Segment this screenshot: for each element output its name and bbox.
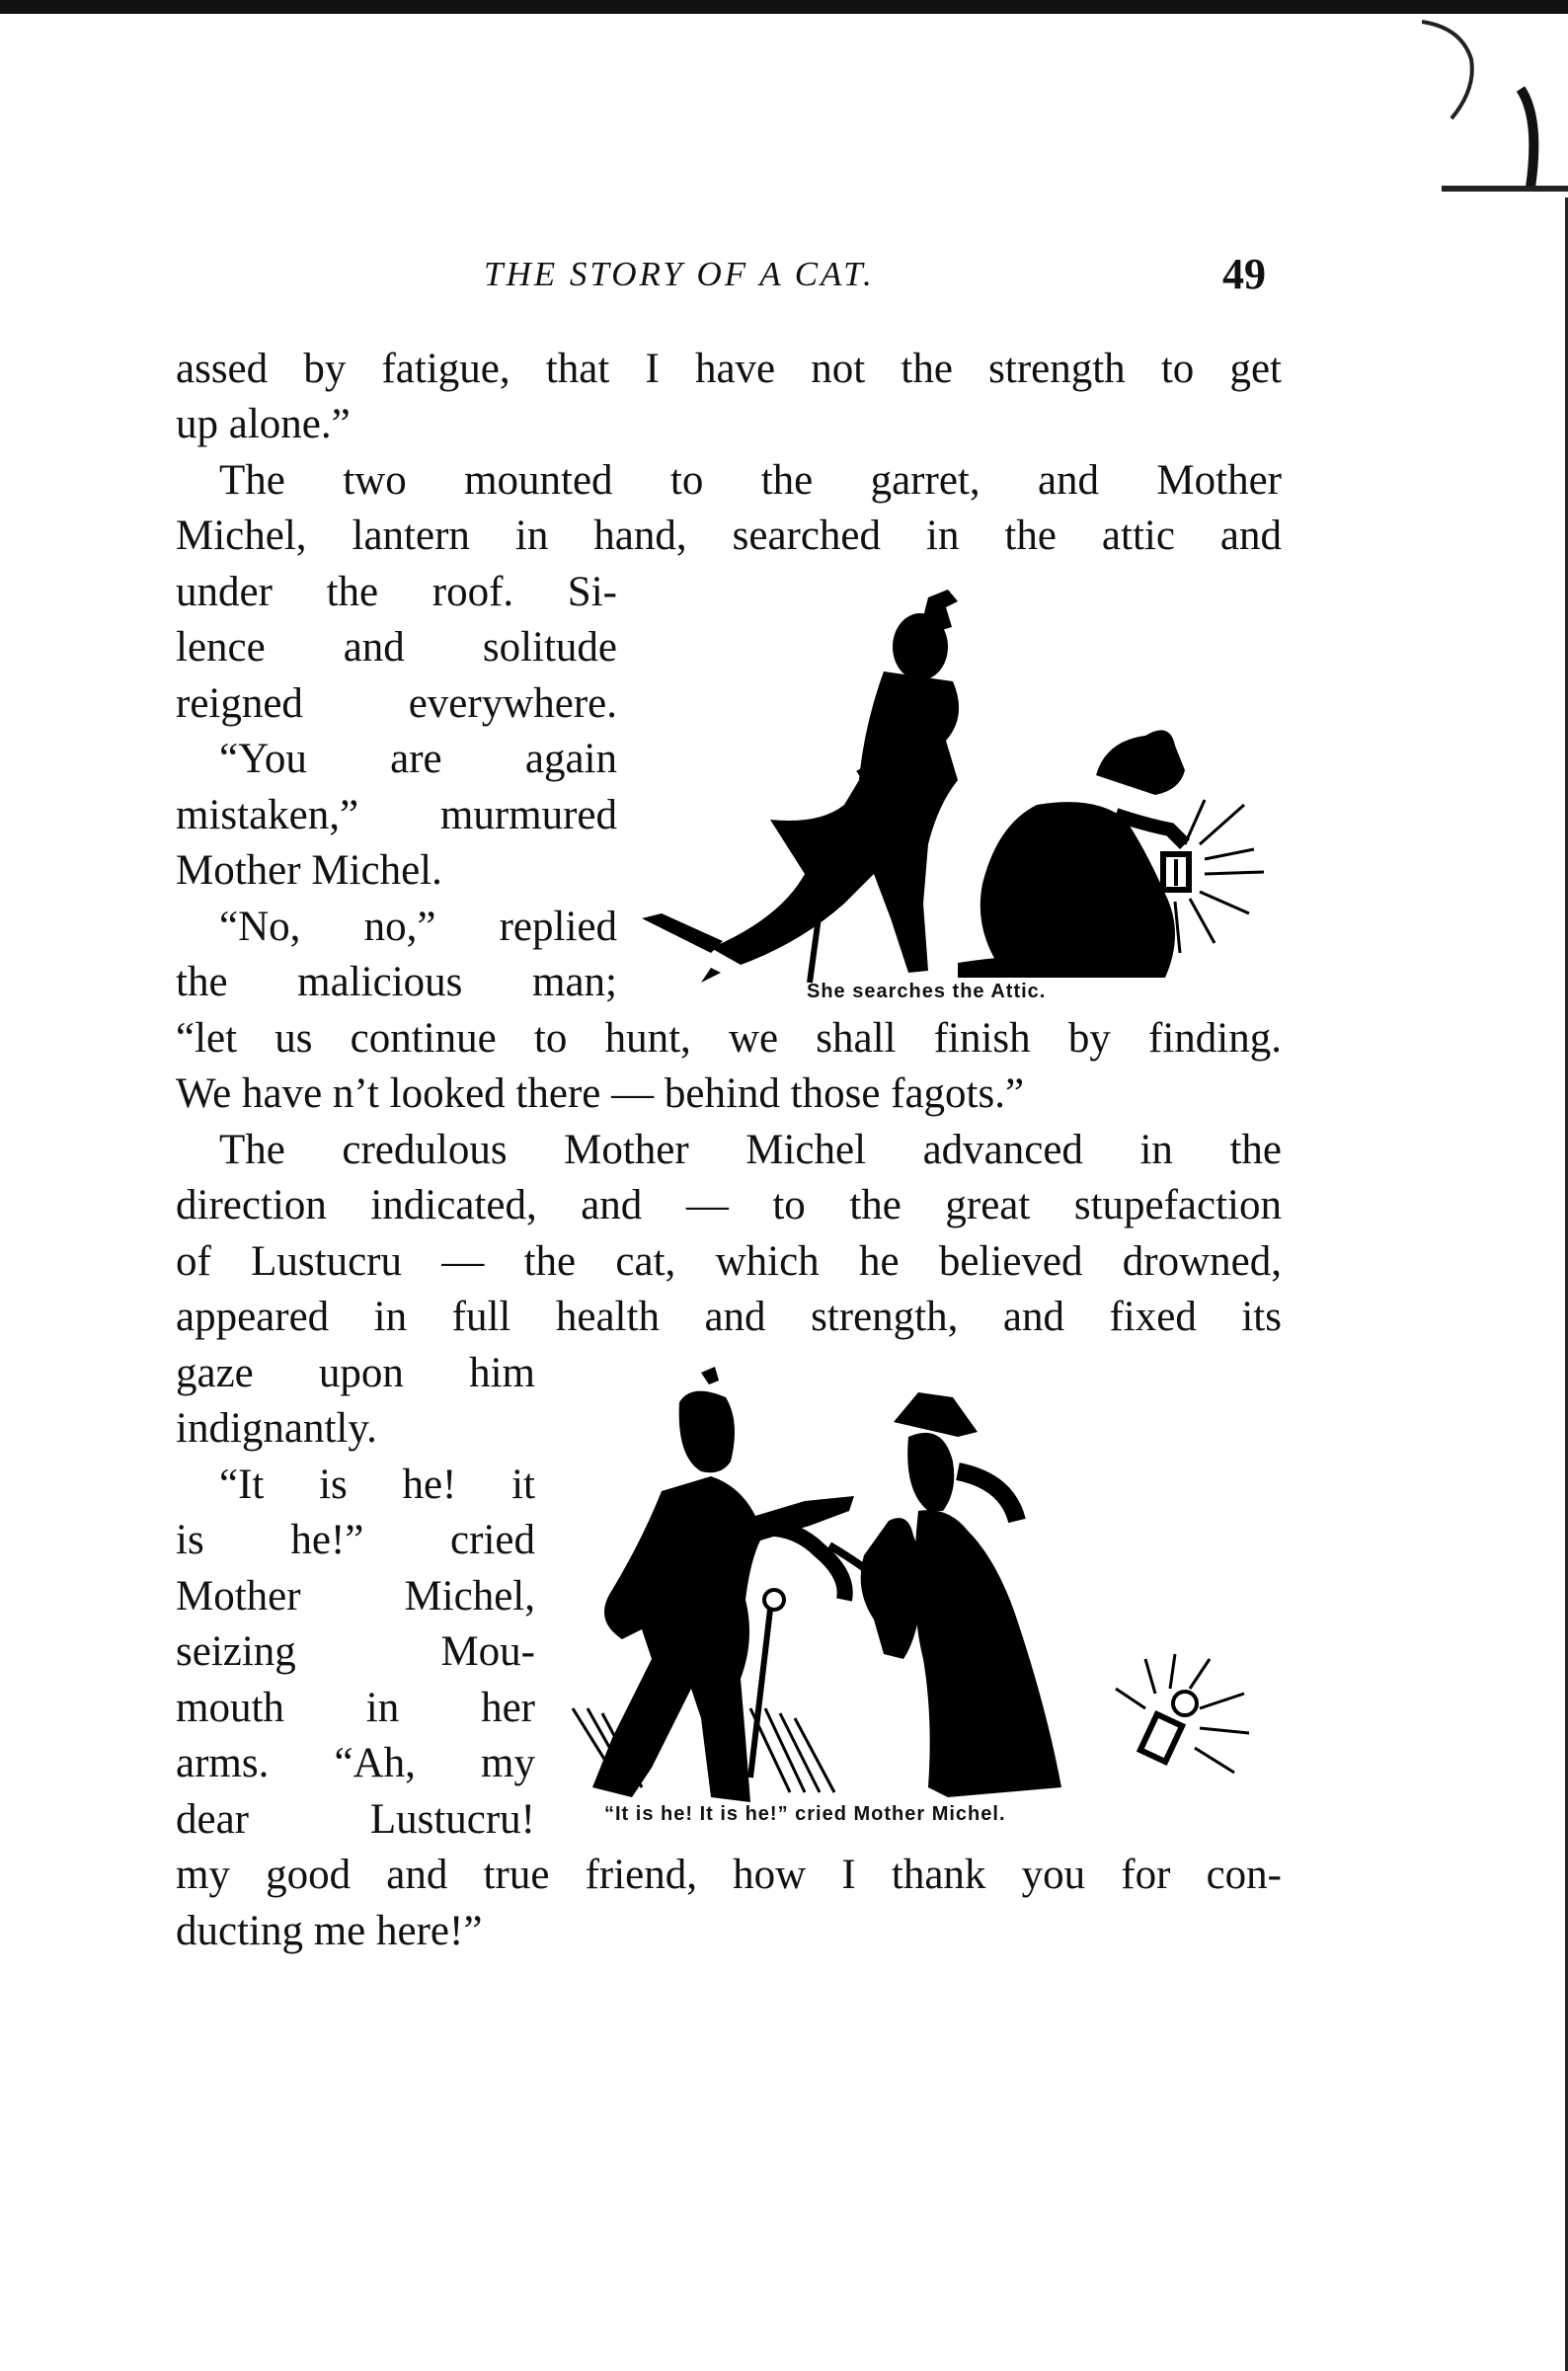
text-line: Mother Michel, xyxy=(176,1573,535,1620)
figure-caption: She searches the Attic. xyxy=(807,981,1047,1002)
text-line: seizing Mou- xyxy=(176,1628,535,1675)
text-line: The credulous Mother Michel advanced in the xyxy=(219,1127,1282,1173)
text-line: arms. “Ah, my xyxy=(176,1740,535,1786)
text-line: Michel, lantern in hand, searched in the attic and xyxy=(176,513,1282,559)
silhouette-figures xyxy=(553,1363,1284,1812)
text-line: ducting me here!” xyxy=(176,1908,483,1954)
text-line: lence and solitude xyxy=(176,624,617,671)
text-line: “It is he! it xyxy=(219,1462,535,1508)
text-line: The two mounted to the garret, and Mother xyxy=(219,457,1282,504)
text-line: under the roof. Si- xyxy=(176,569,617,615)
text-line: Mother Michel. xyxy=(176,847,442,894)
text-line: the malicious man; xyxy=(176,959,617,1005)
text-line: reigned everywhere. xyxy=(176,680,617,727)
torn-corner xyxy=(1422,0,1568,207)
text-line: mouth in her xyxy=(176,1685,535,1731)
text-line: mistaken,” murmured xyxy=(176,792,617,838)
text-line: indignantly. xyxy=(176,1405,377,1452)
text-line: “No, no,” replied xyxy=(219,904,617,950)
figure-caption: “It is he! It is he!” cried Mother Michel. xyxy=(604,1803,1006,1825)
page-header xyxy=(0,250,1568,304)
text-line: assed by fatigue, that I have not the strength to get xyxy=(176,346,1282,392)
text-line: direction indicated, and — to the great stupefaction xyxy=(176,1182,1282,1228)
silhouette-figures xyxy=(632,578,1294,992)
text-line: gaze upon him xyxy=(176,1350,535,1396)
text-line: is he!” cried xyxy=(176,1517,535,1563)
text-line: “let us continue to hunt, we shall finish by finding. xyxy=(176,1015,1282,1062)
text-line: my good and true friend, how I thank you for con- xyxy=(176,1852,1282,1898)
running-title: THE STORY OF A CAT. xyxy=(484,255,875,293)
text-line: We have n’t looked there — behind those fagots.” xyxy=(176,1070,1025,1117)
page-top-edge xyxy=(0,0,1568,14)
illustration-attic-search xyxy=(632,578,1294,1007)
text-line: dear Lustucru! xyxy=(176,1796,535,1843)
illustration-it-is-he xyxy=(553,1363,1284,1837)
text-line: of Lustucru — the cat, which he believed drowned, xyxy=(176,1238,1282,1285)
text-line: up alone.” xyxy=(176,401,351,447)
text-line: “You are again xyxy=(219,736,617,782)
page-number: 49 xyxy=(1222,250,1266,298)
text-line: appeared in full health and strength, and fixed its xyxy=(176,1294,1282,1340)
